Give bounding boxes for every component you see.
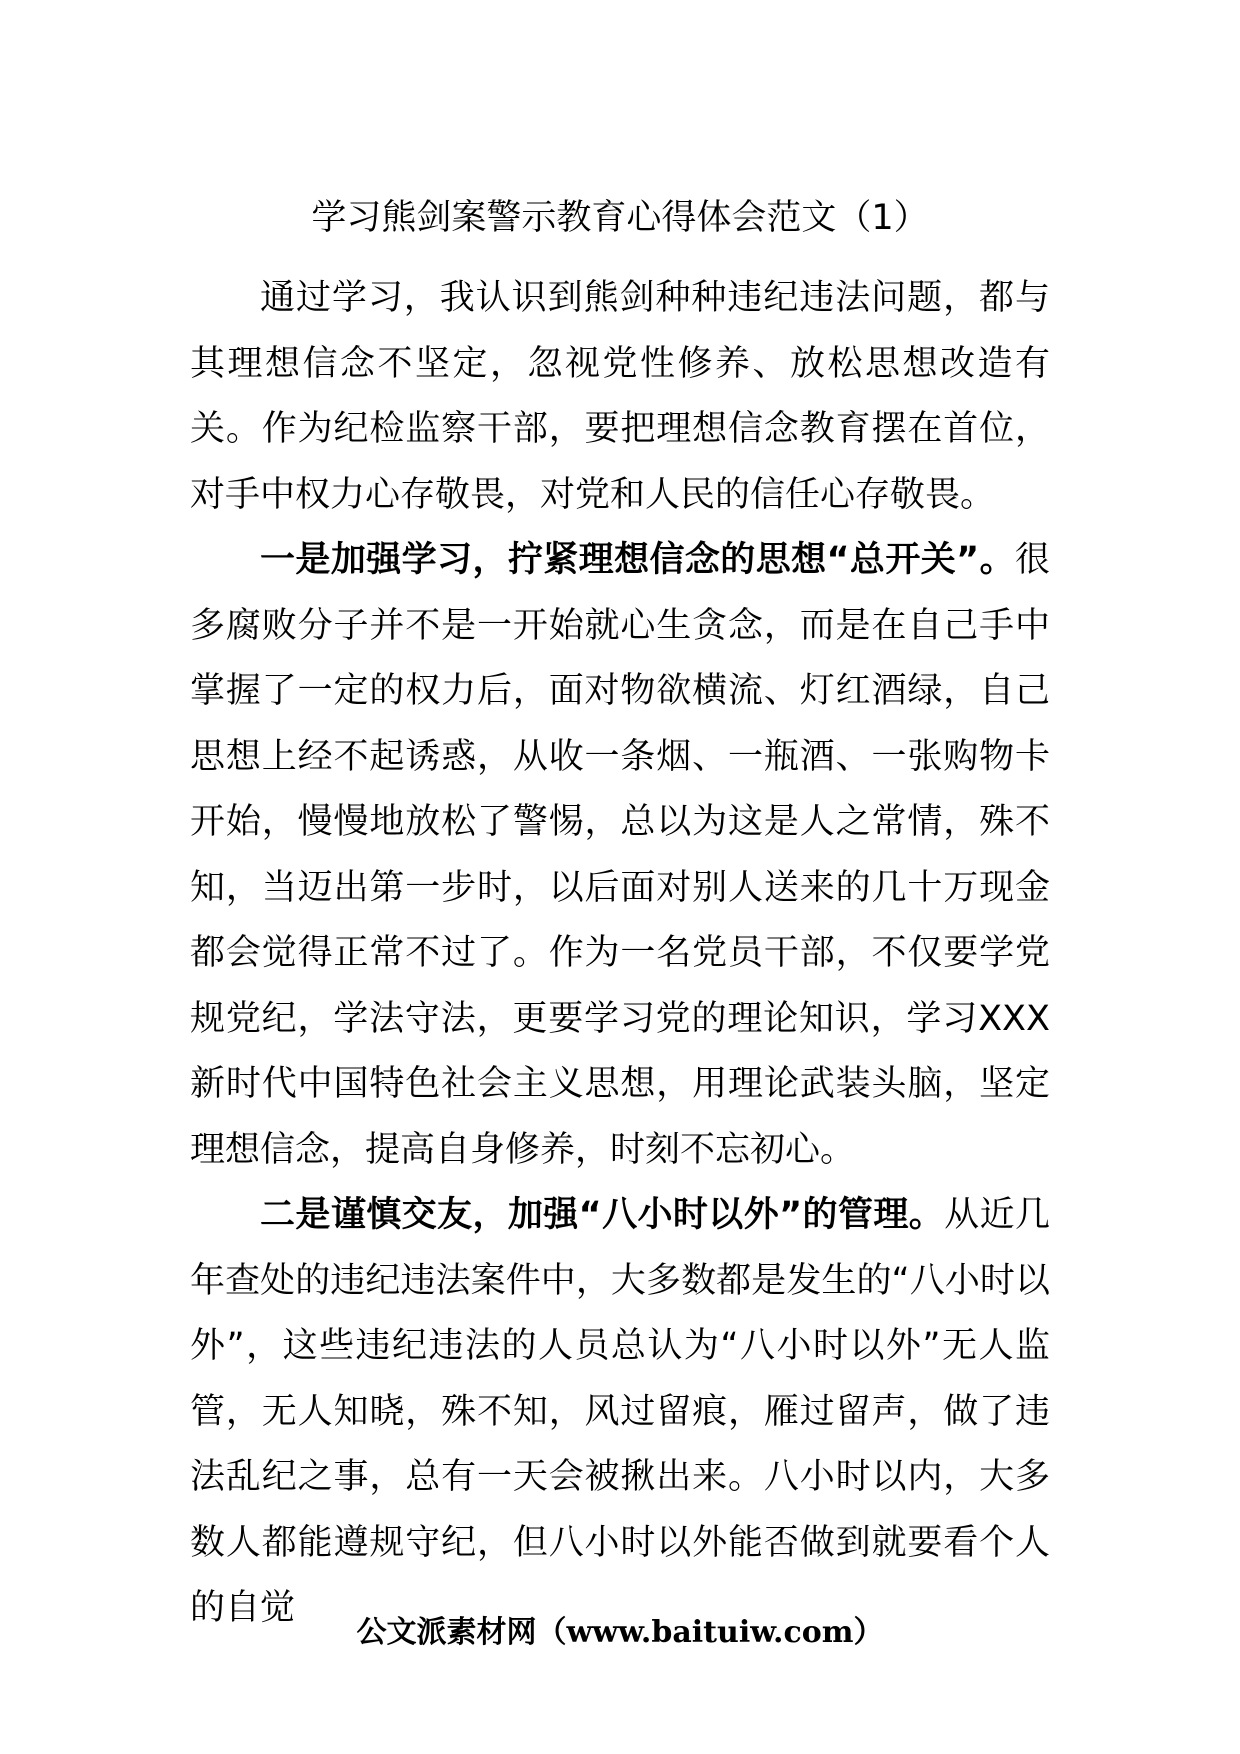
paragraph-intro bbox=[190, 266, 1050, 528]
paragraph-text: 通过学习，我认识到熊剑种种违纪违法问题，都与其理想信念不坚定，忽视党性修养、放松思想改造有关。作为纪检监察干部，要把理想信念教育摆在首位，对手中权力心存敬畏，对党和人民的信任心存敬畏。 bbox=[190, 278, 1050, 515]
paragraph-text: 很多腐败分子并不是一开始就心生贪念，而是在自己手中掌握了一定的权力后，面对物欲横流、灯红酒绿，自己思想上经不起诱惑，从收一条烟、一瓶酒、一张购物卡开始，慢慢地放松了警惕，总以为这是人之常情，殊不知，当迈出第一步时，以后面对别人送来的几十万现金都会觉得正常不过了。作为一名党员干部，不仅要学党规党纪，学法守法，更要学习党的理论知识，学习XXX新时代中国特色社会主义思想，用理论武装头脑，坚定理想信念，提高自身修养，时刻不忘初心。 bbox=[190, 540, 1050, 1170]
paragraph-lead: 二是谨慎交友，加强“八小时以外”的管理。 bbox=[260, 1195, 945, 1235]
document-body bbox=[190, 266, 1050, 1642]
paragraph-lead: 一是加强学习，拧紧理想信念的思想“总开关”。 bbox=[260, 540, 1015, 580]
paragraph-point-one bbox=[190, 528, 1050, 1183]
document-title: 学习熊剑案警示教育心得体会范文（1） bbox=[311, 198, 929, 238]
paragraph-text: 从近几年查处的违纪违法案件中，大多数都是发生的“八小时以外”，这些违纪违法的人员总认为“八小时以外”无人监管，无人知晓，殊不知，风过留痕，雁过留声，做了违法乱纪之事，总有一天会被揪出来。八小时以内，大多数人都能遵规守纪，但八小时以外能否做到就要看个人的自觉 bbox=[190, 1195, 1050, 1628]
paragraph-point-two bbox=[190, 1183, 1050, 1642]
footer-source: 公文派素材网（www.baituiw.com） bbox=[356, 1615, 884, 1650]
